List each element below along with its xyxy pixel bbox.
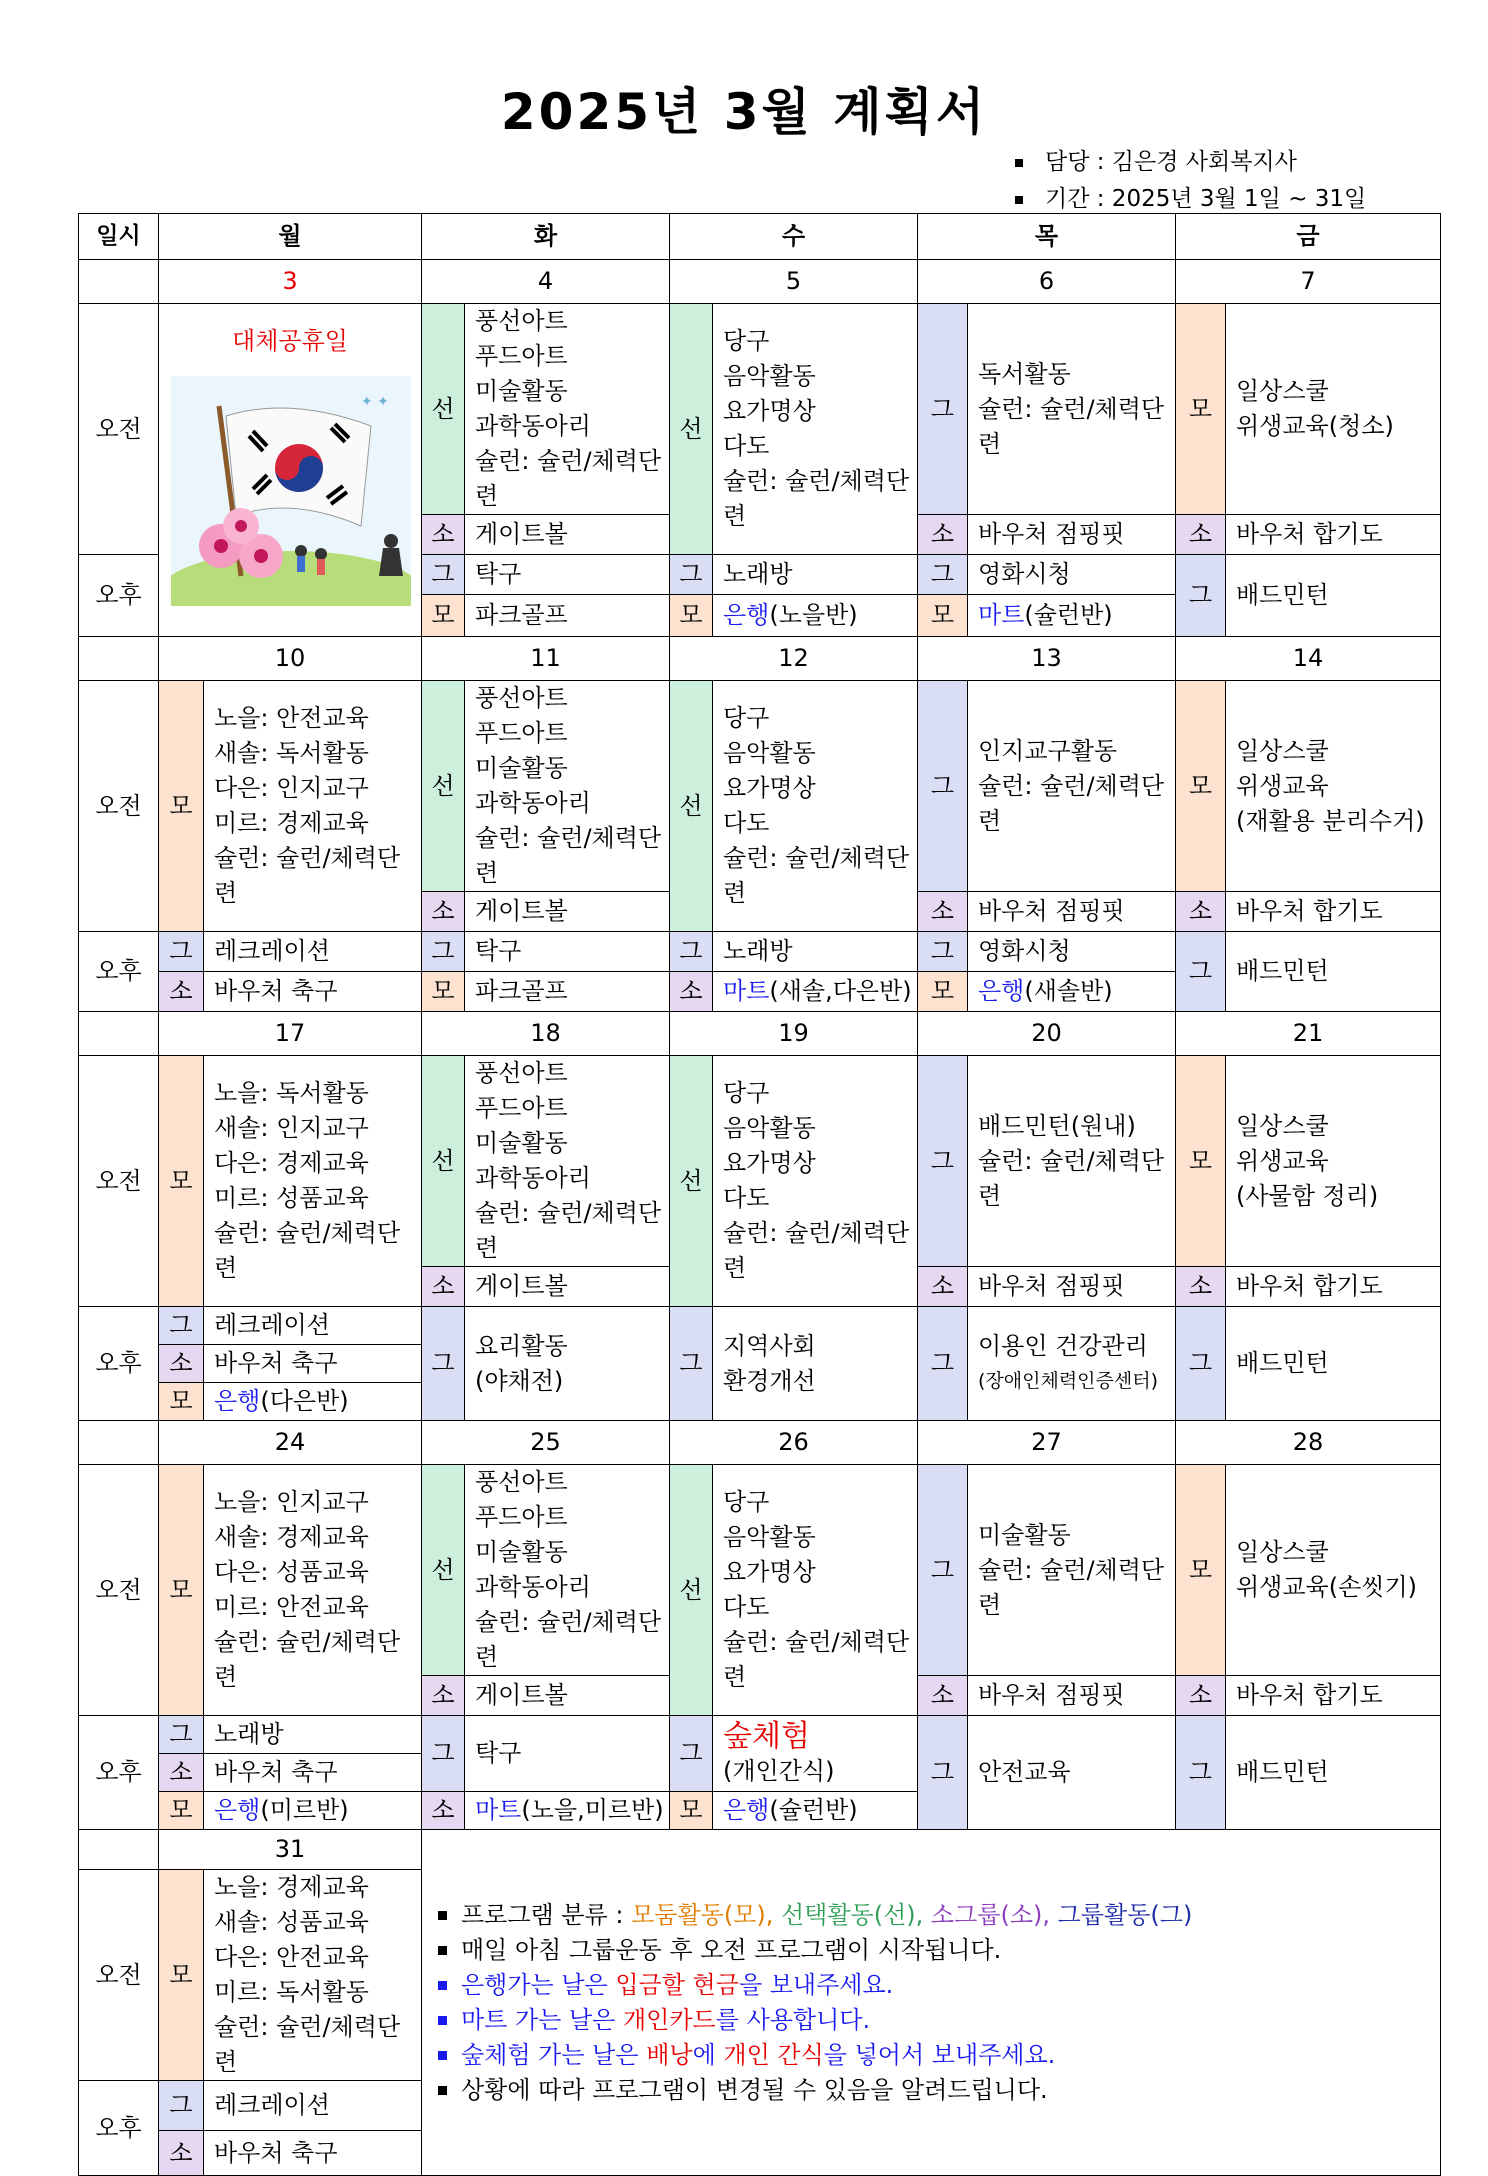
- w2-wed-pm1: 노래방: [713, 932, 918, 972]
- type-mo: 모: [159, 1056, 204, 1307]
- type-mo: 모: [422, 972, 465, 1012]
- type-geu: 그: [918, 555, 968, 595]
- w3-wed-pm: 지역사회 환경개선: [713, 1307, 918, 1421]
- manager-text: 담당 : 김은경 사회복지사: [1045, 149, 1297, 175]
- w2-tue-pm1: 탁구: [465, 932, 670, 972]
- type-mo: 모: [670, 1792, 713, 1830]
- type-geu: 그: [670, 555, 713, 595]
- w1-fri-pm: 배드민턴: [1226, 555, 1441, 637]
- w5-mon-am: 노을: 경제교육 새솔: 성품교육 다은: 안전교육 미르: 독서활동 슐런: 슐런/체력단련: [204, 1870, 422, 2081]
- w2-tue-so: 게이트볼: [465, 892, 670, 932]
- w2-fri-pm: 배드민턴: [1226, 932, 1441, 1012]
- type-mo: 모: [918, 595, 968, 637]
- type-so: 소: [1176, 892, 1226, 932]
- header-thu: 목: [918, 214, 1176, 260]
- type-so: 소: [159, 972, 204, 1012]
- header-tue: 화: [422, 214, 670, 260]
- w1-thu-so: 바우처 점핑핏: [968, 515, 1176, 555]
- w2-fri-am: 일상스쿨 위생교육 (재활용 분리수거): [1226, 681, 1441, 892]
- note-forest: 숲체험 가는 날은 배낭에 개인 간식을 넣어서 보내주세요.: [438, 2038, 1440, 2073]
- type-so: 소: [422, 892, 465, 932]
- note-bank: 은행가는 날은 입금할 현금을 보내주세요.: [438, 1968, 1440, 2003]
- type-geu: 그: [670, 1307, 713, 1421]
- header-ilsi: 일시: [79, 214, 159, 260]
- type-mo: 모: [1176, 304, 1226, 515]
- w3-thu-pm: 이용인 건강관리 (장애인체력인증센터): [968, 1307, 1176, 1421]
- type-geu: 그: [1176, 555, 1226, 637]
- w3-fri-am: 일상스쿨 위생교육 (사물함 정리): [1226, 1056, 1441, 1267]
- w2-tue-pm2: 파크골프: [465, 972, 670, 1012]
- type-so: 소: [918, 1267, 968, 1307]
- w3-mon-am: 노을: 독서활동 새솔: 인지교구 다은: 경제교육 미르: 성품교육 슐런: 슐런/체력단련: [204, 1056, 422, 1307]
- period-line: [1015, 180, 1366, 213]
- w1-wed-pm1: 노래방: [713, 555, 918, 595]
- date-18: 18: [422, 1012, 670, 1056]
- date-20: 20: [918, 1012, 1176, 1056]
- w2-mon-pm1: 레크레이션: [204, 932, 422, 972]
- date-11: 11: [422, 637, 670, 681]
- type-geu: 그: [918, 932, 968, 972]
- type-seon: 선: [670, 304, 713, 555]
- w1-fri-so: 바우처 합기도: [1226, 515, 1441, 555]
- header-wed: 수: [670, 214, 918, 260]
- w3-wed-am: 당구 음악활동 요가명상 다도 슐런: 슐런/체력단련: [713, 1056, 918, 1307]
- w3-tue-pm: 요리활동 (야채전): [465, 1307, 670, 1421]
- type-geu: 그: [1176, 1716, 1226, 1830]
- date-21: 21: [1176, 1012, 1441, 1056]
- type-seon: 선: [422, 681, 465, 892]
- w2-mon-pm2: 바우처 축구: [204, 972, 422, 1012]
- korean-flag-illustration: [171, 376, 411, 606]
- page-title: 2025년 3월 계획서: [500, 83, 988, 141]
- type-so: 소: [422, 1792, 465, 1830]
- type-geu: 그: [918, 1056, 968, 1267]
- w4-fri-so: 바우처 합기도: [1226, 1676, 1441, 1716]
- type-so: 소: [422, 1267, 465, 1307]
- w3-mon-pm3: 은행(다은반): [204, 1383, 422, 1421]
- w4-tue-pm2: 마트(노을,미르반): [465, 1792, 670, 1830]
- w4-tue-am: 풍선아트 푸드아트 미술활동 과학동아리 슐런: 슐런/체력단련: [465, 1465, 670, 1676]
- w3-fri-pm: 배드민턴: [1226, 1307, 1441, 1421]
- type-geu: 그: [918, 304, 968, 515]
- type-mo: 모: [918, 972, 968, 1012]
- svg-text:✦ ✦: ✦ ✦: [361, 394, 389, 410]
- am-label: 오전: [79, 1870, 159, 2081]
- w1-wed-am: 당구 음악활동 요가명상 다도 슐런: 슐런/체력단련: [713, 304, 918, 555]
- type-geu: 그: [422, 1307, 465, 1421]
- type-so: 소: [918, 892, 968, 932]
- am-label: 오전: [79, 304, 159, 555]
- w4-mon-pm1: 노래방: [204, 1716, 422, 1754]
- w1-tue-pm1: 탁구: [465, 555, 670, 595]
- w1-tue-pm2: 파크골프: [465, 595, 670, 637]
- w2-wed-am: 당구 음악활동 요가명상 다도 슐런: 슐런/체력단련: [713, 681, 918, 932]
- w1-thu-pm1: 영화시청: [968, 555, 1176, 595]
- w1-wed-pm2: 은행(노을반): [713, 595, 918, 637]
- w1-thu-pm2: 마트(슐런반): [968, 595, 1176, 637]
- date-19: 19: [670, 1012, 918, 1056]
- w2-fri-so: 바우처 합기도: [1226, 892, 1441, 932]
- type-mo: 모: [159, 1870, 204, 2081]
- date-24: 24: [159, 1421, 422, 1465]
- w4-tue-pm1: 탁구: [465, 1716, 670, 1792]
- type-geu: 그: [159, 932, 204, 972]
- w3-tue-am: 풍선아트 푸드아트 미술활동 과학동아리 슐런: 슐런/체력단련: [465, 1056, 670, 1267]
- type-mo: 모: [1176, 1056, 1226, 1267]
- header-mon: 월: [159, 214, 422, 260]
- type-so: 소: [159, 1754, 204, 1792]
- w4-wed-am: 당구 음악활동 요가명상 다도 슐런: 슐런/체력단련: [713, 1465, 918, 1716]
- type-geu: 그: [422, 932, 465, 972]
- type-so: 소: [159, 2131, 204, 2176]
- type-mo: 모: [1176, 681, 1226, 892]
- w4-mon-pm2: 바우처 축구: [204, 1754, 422, 1792]
- note-mart: 마트 가는 날은 개인카드를 사용합니다.: [438, 2003, 1440, 2038]
- header-fri: 금: [1176, 214, 1441, 260]
- holiday-cell: [159, 304, 422, 637]
- type-geu: 그: [422, 555, 465, 595]
- w3-fri-so: 바우처 합기도: [1226, 1267, 1441, 1307]
- type-geu: 그: [918, 1307, 968, 1421]
- note-classification: 프로그램 분류 : 모둠활동(모), 선택활동(선), 소그룹(소), 그룹활동(그): [438, 1898, 1440, 1933]
- type-geu: 그: [918, 681, 968, 892]
- w3-mon-pm2: 바우처 축구: [204, 1345, 422, 1383]
- date-25: 25: [422, 1421, 670, 1465]
- notes-box: [422, 1830, 1441, 2176]
- w5-mon-pm2: 바우처 축구: [204, 2131, 422, 2176]
- am-label: 오전: [79, 681, 159, 932]
- w4-wed-pm1: 숲체험 (개인간식): [713, 1716, 918, 1792]
- date-28: 28: [1176, 1421, 1441, 1465]
- type-seon: 선: [422, 1056, 465, 1267]
- w1-fri-am: 일상스쿨 위생교육(청소): [1226, 304, 1441, 515]
- w3-tue-so: 게이트볼: [465, 1267, 670, 1307]
- w2-thu-am: 인지교구활동 슐런: 슐런/체력단련: [968, 681, 1176, 892]
- date-7: 7: [1176, 260, 1441, 304]
- type-mo: 모: [670, 595, 713, 637]
- type-so: 소: [422, 515, 465, 555]
- type-mo: 모: [422, 595, 465, 637]
- type-seon: 선: [670, 681, 713, 932]
- date-10: 10: [159, 637, 422, 681]
- type-geu: 그: [159, 1716, 204, 1754]
- type-so: 소: [670, 972, 713, 1012]
- type-geu: 그: [670, 932, 713, 972]
- am-label: 오전: [79, 1465, 159, 1716]
- type-mo: 모: [159, 1792, 204, 1830]
- manager-line: [1015, 143, 1297, 176]
- date-6: 6: [918, 260, 1176, 304]
- pm-label: 오후: [79, 555, 159, 637]
- type-geu: 그: [422, 1716, 465, 1792]
- type-mo: 모: [159, 681, 204, 932]
- type-geu: 그: [159, 1307, 204, 1345]
- w3-mon-pm1: 레크레이션: [204, 1307, 422, 1345]
- w4-fri-am: 일상스쿨 위생교육(손씻기): [1226, 1465, 1441, 1676]
- w1-tue-so: 게이트볼: [465, 515, 670, 555]
- type-seon: 선: [670, 1056, 713, 1307]
- w4-fri-pm: 배드민턴: [1226, 1716, 1441, 1830]
- w1-thu-am: 독서활동 슐런: 슐런/체력단련: [968, 304, 1176, 515]
- w4-mon-am: 노을: 인지교구 새솔: 경제교육 다은: 성품교육 미르: 안전교육 슐런: 슐런/체력단련: [204, 1465, 422, 1716]
- w4-thu-am: 미술활동 슐런: 슐런/체력단련: [968, 1465, 1176, 1676]
- type-geu: 그: [1176, 1307, 1226, 1421]
- note-change: 상황에 따라 프로그램이 변경될 수 있음을 알려드립니다.: [438, 2073, 1440, 2108]
- date-3: 3: [159, 260, 422, 304]
- am-label: 오전: [79, 1056, 159, 1307]
- w2-thu-so: 바우처 점핑핏: [968, 892, 1176, 932]
- w2-mon-am: 노을: 안전교육 새솔: 독서활동 다은: 인지교구 미르: 경제교육 슐런: 슐런/체력단련: [204, 681, 422, 932]
- date-17: 17: [159, 1012, 422, 1056]
- type-so: 소: [1176, 1267, 1226, 1307]
- date-14: 14: [1176, 637, 1441, 681]
- type-geu: 그: [1176, 932, 1226, 1012]
- type-so: 소: [918, 1676, 968, 1716]
- pm-label: 오후: [79, 2081, 159, 2176]
- pm-label: 오후: [79, 1716, 159, 1830]
- date-4: 4: [422, 260, 670, 304]
- pm-label: 오후: [79, 932, 159, 1012]
- w4-thu-so: 바우처 점핑핏: [968, 1676, 1176, 1716]
- date-13: 13: [918, 637, 1176, 681]
- type-mo: 모: [159, 1383, 204, 1421]
- type-geu: 그: [918, 1465, 968, 1676]
- type-so: 소: [1176, 1676, 1226, 1716]
- period-text: 기간 : 2025년 3월 1일 ~ 31일: [1045, 186, 1367, 212]
- schedule-table: [78, 213, 1441, 2176]
- date-12: 12: [670, 637, 918, 681]
- type-seon: 선: [670, 1465, 713, 1716]
- w3-thu-am: 배드민턴(원내) 슐런: 슐런/체력단련: [968, 1056, 1176, 1267]
- w1-tue-am: 풍선아트 푸드아트 미술활동 과학동아리 슐런: 슐런/체력단련: [465, 304, 670, 515]
- pm-label: 오후: [79, 1307, 159, 1421]
- type-seon: 선: [422, 1465, 465, 1676]
- type-mo: 모: [159, 1465, 204, 1716]
- w4-tue-so: 게이트볼: [465, 1676, 670, 1716]
- w5-mon-pm1: 레크레이션: [204, 2081, 422, 2131]
- w2-thu-pm1: 영화시청: [968, 932, 1176, 972]
- w4-thu-pm: 안전교육: [968, 1716, 1176, 1830]
- type-mo: 모: [1176, 1465, 1226, 1676]
- note-morning-exercise: 매일 아침 그룹운동 후 오전 프로그램이 시작됩니다.: [438, 1933, 1440, 1968]
- type-seon: 선: [422, 304, 465, 515]
- w2-wed-pm2: 마트(새솔,다은반): [713, 972, 918, 1012]
- date-26: 26: [670, 1421, 918, 1465]
- type-so: 소: [422, 1676, 465, 1716]
- type-so: 소: [918, 515, 968, 555]
- type-geu: 그: [159, 2081, 204, 2131]
- w2-thu-pm2: 은행(새솔반): [968, 972, 1176, 1012]
- type-so: 소: [159, 1345, 204, 1383]
- w2-tue-am: 풍선아트 푸드아트 미술활동 과학동아리 슐런: 슐런/체력단련: [465, 681, 670, 892]
- w4-mon-pm3: 은행(미르반): [204, 1792, 422, 1830]
- date-5: 5: [670, 260, 918, 304]
- w4-wed-pm2: 은행(슐런반): [713, 1792, 918, 1830]
- w3-thu-so: 바우처 점핑핏: [968, 1267, 1176, 1307]
- type-geu: 그: [918, 1716, 968, 1830]
- type-so: 소: [1176, 515, 1226, 555]
- date-27: 27: [918, 1421, 1176, 1465]
- date-31: 31: [159, 1830, 422, 1870]
- type-geu: 그: [670, 1716, 713, 1792]
- holiday-label: 대체공휴일: [232, 327, 348, 355]
